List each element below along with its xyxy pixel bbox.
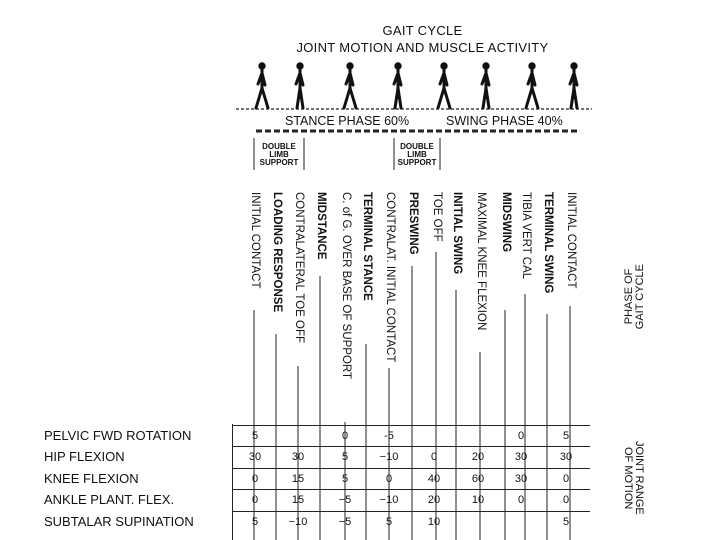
- double-limb-support-text: DOUBLE LIMB SUPPORT: [259, 142, 299, 167]
- phase-of-gait-cycle-label: [624, 264, 646, 329]
- table-cell: 5: [341, 451, 349, 463]
- event-label: INITIAL SWING: [451, 192, 463, 275]
- table-cell: 20: [427, 494, 441, 506]
- table-cell: 10: [471, 494, 485, 506]
- table-cell: 20: [471, 451, 485, 463]
- table-cell: 5: [562, 430, 570, 442]
- table-cell: −10: [379, 494, 399, 506]
- event-label: INITIAL CONTACT: [565, 192, 577, 289]
- table-cell: 0: [251, 473, 259, 485]
- event-label: CONTRALATERAL TOE OFF: [293, 192, 305, 344]
- swing-phase-label: SWING PHASE 40%: [446, 114, 563, 128]
- event-label: PRESWING: [407, 192, 419, 255]
- event-label: MIDSTANCE: [315, 192, 327, 260]
- table-cell: −10: [379, 451, 399, 463]
- row-label: PELVIC FWD ROTATION: [44, 428, 192, 443]
- event-label: MAXIMAL KNEE FLEXION: [475, 192, 487, 331]
- table-cell: 30: [514, 473, 528, 485]
- table-cell: 15: [291, 494, 305, 506]
- table-row-divider: [232, 511, 590, 512]
- table-cell: 0: [341, 430, 349, 442]
- table-cell: 5: [562, 516, 570, 528]
- table-cell: 5: [251, 516, 259, 528]
- table-cell: −10: [288, 516, 308, 528]
- table-cell: 10: [427, 516, 441, 528]
- double-limb-bracket-2: [394, 138, 440, 170]
- table-cell: 60: [471, 473, 485, 485]
- table-cell: 30: [248, 451, 262, 463]
- event-label: C. of G. OVER BASE OF SUPPORT: [340, 192, 352, 380]
- double-limb-bracket-1: [254, 138, 304, 170]
- diagram-subtitle: JOINT MOTION AND MUSCLE ACTIVITY: [296, 40, 549, 55]
- joint-range-of-motion-label: [622, 441, 644, 515]
- table-cell: 30: [559, 451, 573, 463]
- table-cell: 0: [385, 473, 393, 485]
- table-cell: 5: [341, 473, 349, 485]
- event-label: INITIAL CONTACT: [249, 192, 261, 289]
- row-label: SUBTALAR SUPINATION: [44, 514, 194, 529]
- event-label: TOE OFF: [431, 192, 443, 242]
- table-cell: 15: [291, 473, 305, 485]
- table-cell: 0: [562, 473, 570, 485]
- row-label: KNEE FLEXION: [44, 471, 139, 486]
- table-cell: 5: [251, 430, 259, 442]
- event-label: TERMINAL SWING: [542, 192, 554, 294]
- table-cell: 5: [385, 516, 393, 528]
- table-row-divider: [232, 425, 590, 426]
- stance-phase-label: STANCE PHASE 60%: [285, 114, 410, 128]
- event-label: LOADING RESPONSE: [271, 192, 283, 313]
- table-cell: 30: [291, 451, 305, 463]
- row-label: ANKLE PLANT. FLEX.: [44, 492, 175, 507]
- table-cell: 0: [517, 494, 525, 506]
- event-label: MIDSWING: [500, 192, 512, 253]
- event-label: TIBIA VERT CAL: [520, 192, 532, 280]
- double-limb-support-text: DOUBLE LIMB SUPPORT: [397, 142, 437, 167]
- table-cell: -5: [384, 430, 394, 442]
- table-cell: −5: [338, 494, 352, 506]
- table-cell: 0: [517, 430, 525, 442]
- table-row-divider: [232, 446, 590, 447]
- joint-range-of-motion-text: JOINT RANGE OF MOTION: [622, 441, 645, 515]
- diagram-title: GAIT CYCLE: [382, 23, 463, 38]
- event-label: CONTRALAT. INITIAL CONTACT: [384, 192, 396, 363]
- table-cell: 0: [430, 451, 438, 463]
- phase-of-gait-cycle-text: PHASE OF GAIT CYCLE: [623, 264, 646, 330]
- event-label: TERMINAL STANCE: [361, 192, 373, 301]
- table-cell: 40: [427, 473, 441, 485]
- table-cell: 0: [562, 494, 570, 506]
- table-cell: 0: [251, 494, 259, 506]
- row-label: HIP FLEXION: [44, 449, 125, 464]
- table-cell: −5: [338, 516, 352, 528]
- table-cell: 30: [514, 451, 528, 463]
- table-row-divider: [232, 468, 590, 469]
- table-row-divider: [232, 489, 590, 490]
